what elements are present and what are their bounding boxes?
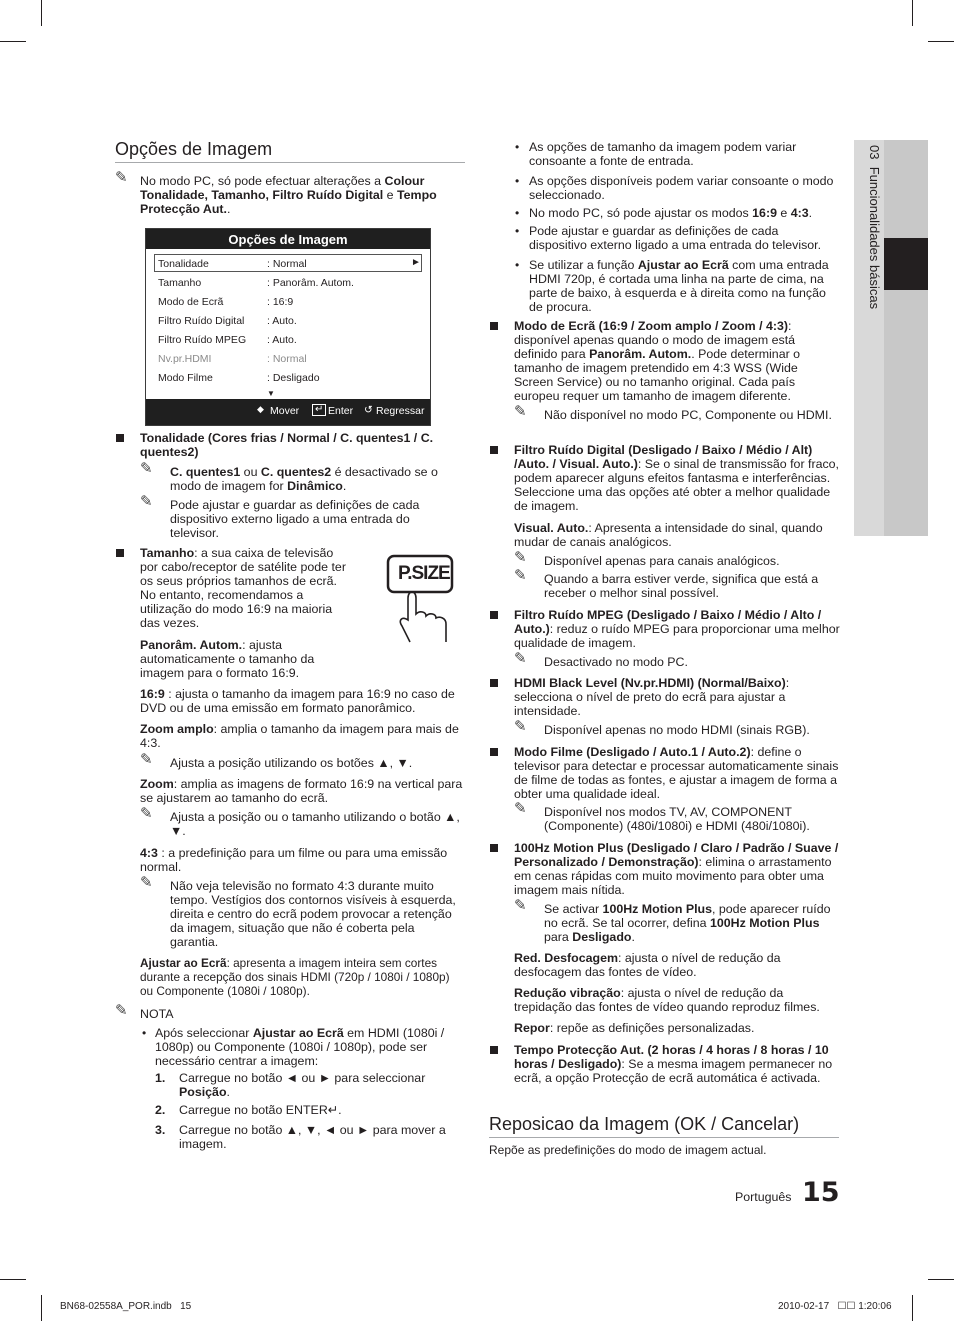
filtro-mpeg-note: Desactivado no modo PC.: [544, 655, 688, 669]
menu-row-value: : Auto.: [267, 315, 297, 327]
note-pen-icon: ✎: [514, 403, 527, 420]
chapter-tab-marker: [884, 238, 928, 290]
visual-auto-text: Visual. Auto.: Apresenta a intensidade do sinal, quando mudar de canais analógicos.: [514, 521, 823, 549]
zoom-amplo-text: Zoom amplo: amplia o tamanho da imagem para mais de 4:3.: [140, 722, 459, 750]
menu-row-label[interactable]: Filtro Ruído MPEG: [158, 334, 247, 346]
bullet-square: [490, 679, 498, 687]
step-number: 1.: [155, 1071, 166, 1085]
right-bullet-text: Pode ajustar e guardar as definições de cada dispositivo externo ligado a uma entrada do televisor.: [529, 224, 822, 252]
bullet-square: [116, 549, 124, 557]
menu-row-value: : Normal: [267, 353, 307, 365]
menu-footer: [146, 399, 430, 425]
crop-mark: [928, 1279, 954, 1280]
menu-row-label[interactable]: Nv.pr.HDMI: [158, 353, 212, 365]
note-pen-icon: ✎: [514, 549, 527, 566]
motion-plus-text: 100Hz Motion Plus (Desligado / Claro / Padrão / Suave / Personalizado / Demonstração): elimina o arrastamento em cenas rápidas com muito movimento para obter uma imagem mais nítida.: [514, 841, 839, 897]
right-bullet-text: As opções de tamanho da imagem podem variar consoante a fonte de entrada.: [529, 140, 797, 168]
step-text: Carregue no botão ENTER↵.: [179, 1103, 342, 1117]
tonalidade-heading: Tonalidade (Cores frias / Normal / C. quentes1 / C. quentes2): [140, 431, 434, 459]
crop-mark: [912, 0, 913, 26]
note-pen-icon: ✎: [140, 751, 153, 768]
motion-plus-note: Se activar 100Hz Motion Plus, pode aparecer ruído no ecrã. Se tal ocorrer, defina 100Hz Motion Plus para Desligado.: [544, 902, 831, 944]
bullet-dot: •: [515, 258, 520, 272]
crop-mark: [0, 1279, 26, 1280]
tonalidade-note-1: C. quentes1 ou C. quentes2 é desactivado se o modo de imagem for Dinâmico.: [170, 465, 438, 493]
intro-text: No modo PC, só pode efectuar alterações a Colour Tonalidade, Tamanho, Filtro Ruído Digital e Tempo Protecção Aut..: [140, 174, 437, 216]
psize-button-label: P.SIZE: [398, 563, 450, 584]
section-rule: [489, 1137, 839, 1138]
tonalidade-note-2: Pode ajustar e guardar as definições de cada dispositivo externo ligado a uma entrada do televisor.: [170, 498, 420, 540]
footer-file: BN68-02558A_POR.indb 15: [60, 1301, 192, 1312]
zoom-amplo-note: Ajusta a posição utilizando os botões ▲, ▼.: [170, 756, 413, 770]
menu-row-value: : Panorâm. Autom.: [267, 277, 354, 289]
hdmi-black-text: HDMI Black Level (Nv.pr.HDMI) (Normal/Baixo): selecciona o nível de preto do ecrã para ajustar a intensidade.: [514, 676, 790, 718]
note-pen-icon: ✎: [514, 718, 527, 735]
note-pen-icon: ✎: [115, 1002, 128, 1019]
menu-row-label[interactable]: Modo de Ecrã: [158, 296, 224, 308]
move-arrows-icon: ◆: [257, 404, 264, 414]
move-label: Mover: [270, 405, 300, 417]
footer-language: Português: [735, 1190, 792, 1204]
section-title: Opções de Imagem: [115, 139, 273, 159]
reposicao-title: Reposicao da Imagem (OK / Cancelar): [489, 1114, 800, 1134]
menu-row-label[interactable]: Filtro Ruído Digital: [158, 315, 245, 327]
return-label: Regressar: [376, 405, 425, 417]
right-bullet-text: Se utilizar a função Ajustar ao Ecrã com uma entrada HDMI 720p, é cortada uma linha na parte de cima, na parte de baixo, à esquerda e à direita como na função de procura.: [529, 258, 829, 314]
repor-text: Repor: repõe as definições personalizadas.: [514, 1021, 755, 1035]
note-pen-icon: ✎: [514, 650, 527, 667]
filtro-mpeg-text: Filtro Ruído MPEG (Desligado / Baixo / Médio / Alto / Auto.): reduz o ruído MPEG para proporcionar uma melhor qualidade de imagem.: [514, 608, 840, 650]
bullet-dot: •: [142, 1026, 147, 1040]
filtro-digital-note-1: Disponível apenas para canais analógicos.: [544, 554, 780, 568]
red-desfocagem-text: Red. Desfocagem: ajusta o nível de redução da desfocagem das fontes de vídeo.: [514, 951, 781, 979]
menu-row-value: : Auto.: [267, 334, 297, 346]
bullet-dot: •: [515, 140, 520, 154]
crop-mark: [41, 1295, 42, 1321]
modo-filme-text: Modo Filme (Desligado / Auto.1 / Auto.2): define o televisor para detectar e processar automaticamente sinais de filme de todas as fontes, e ajustar a imagem de forma a obter uma qualidade ideal.: [514, 745, 839, 801]
nota-bullet: Após seleccionar Ajustar ao Ecrã em HDMI (1080i / 1080p) ou Componente (1080i / 1080p), pode ser necessário centrar a imagem:: [155, 1026, 445, 1068]
note-pen-icon: ✎: [115, 169, 128, 186]
step-number: 2.: [155, 1103, 166, 1117]
arrow-right-icon: ►: [411, 257, 421, 268]
right-bullet-text: No modo PC, só pode ajustar os modos 16:9 e 4:3.: [529, 206, 813, 220]
zoom-note: Ajusta a posição ou o tamanho utilizando o botão ▲, ▼.: [170, 810, 460, 838]
zoom-text: Zoom: amplia as imagens de formato 16:9 na vertical para se ajustarem ao tamanho do ecrã.: [140, 777, 463, 805]
menu-row-label[interactable]: Tonalidade: [158, 258, 209, 270]
bullet-square: [490, 322, 498, 330]
section-rule: [115, 162, 465, 163]
return-icon: ↺: [364, 404, 373, 416]
filtro-digital-text: Filtro Ruído Digital (Desligado / Baixo / Médio / Alt) /Auto. / Visual. Auto.): Se o sinal de transmissão for fraco, podem aparecer alguns efeitos fantasma e interferências. Seleccione uma das opções até obter a melhor qualidade de imagem.: [514, 443, 840, 513]
bullet-square: [490, 844, 498, 852]
right-bullet-text: As opções disponíveis podem variar consoante o modo seleccionado.: [529, 174, 834, 202]
menu-row-label[interactable]: Tamanho: [158, 277, 202, 289]
chapter-tab-edge: [884, 140, 928, 536]
nota-label: NOTA: [140, 1007, 174, 1021]
note-pen-icon: ✎: [514, 800, 527, 817]
ajustar-ecra-text: Ajustar ao Ecrã: apresenta a imagem inteira sem cortes durante a recepção dos sinais HDMI (720p / 1080i / 1080p) ou Componente (1080i / 1080p).: [140, 956, 450, 998]
page-number: 15: [802, 1177, 840, 1208]
note-pen-icon: ✎: [140, 493, 153, 510]
crop-mark: [41, 0, 42, 26]
reposicao-text: Repõe as predefinições do modo de imagem actual.: [489, 1143, 767, 1157]
mode-43-text: 4:3 : a predefinição para um filme ou para uma emissão normal.: [140, 846, 448, 874]
crop-mark: [912, 1295, 913, 1321]
picture-options-menu: [145, 228, 431, 426]
note-pen-icon: ✎: [514, 897, 527, 914]
bullet-square: [490, 446, 498, 454]
mode-43-note: Não veja televisão no formato 4:3 durante muito tempo. Vestígios dos contornos visíveis à esquerda, direita e centro do ecrã podem provocar a retenção da imagem, situação que não é coberta pela garantia.: [170, 879, 456, 949]
arrow-down-icon: ▼: [267, 389, 275, 398]
psize-hand-illustration: [386, 554, 456, 646]
menu-row-value: : 16:9: [267, 296, 294, 308]
step-number: 3.: [155, 1123, 166, 1137]
note-pen-icon: ✎: [514, 567, 527, 584]
bullet-dot: •: [515, 174, 520, 188]
menu-row-label[interactable]: Modo Filme: [158, 372, 213, 384]
note-pen-icon: ✎: [140, 874, 153, 891]
chapter-label: 03 Funcionalidades básicas: [867, 145, 882, 310]
modo-ecra-text: Modo de Ecrã (16:9 / Zoom amplo / Zoom / 4:3): disponível apenas quando o modo de imagem está definido para Panorâm. Autom.. Pode determinar o tamanho de imagem pretendido em 4:3 WSS (Wide Screen Service) ou no tamanho original. Cada país europeu requer um tamanho de imagem diferente.: [514, 319, 801, 403]
enter-label: Enter: [328, 405, 354, 417]
reducao-vibracao-text: Redução vibração: ajusta o nível de redução da trepidação das fontes de vídeo quando reproduz filmes.: [514, 986, 820, 1014]
bullet-square: [116, 434, 124, 442]
note-pen-icon: ✎: [140, 805, 153, 822]
bullet-square: [490, 611, 498, 619]
bullet-square: [490, 1046, 498, 1054]
note-pen-icon: ✎: [140, 460, 153, 477]
tamanho-text: Tamanho: a sua caixa de televisão por cabo/receptor de satélite pode ter os seus próprios tamanhos de ecrã. No entanto, recomendamos a utilização do modo 16:9 na maioria das vezes.: [140, 546, 346, 630]
step-text: Carregue no botão ◄ ou ► para seleccionar Posição.: [179, 1071, 426, 1099]
tempo-protecao-text: Tempo Protecção Aut. (2 horas / 4 horas / 8 horas / 10 horas / Desligado): Se a mesma imagem permanecer no ecrã, a opção Protecção de ecrã automática é activada.: [514, 1043, 833, 1085]
crop-mark: [0, 41, 26, 42]
bullet-dot: •: [515, 206, 520, 220]
enter-icon: ↵: [312, 404, 326, 416]
filtro-digital-note-2: Quando a barra estiver verde, significa que está a receber o melhor sinal possível.: [544, 572, 819, 600]
menu-title: Opções de Imagem: [146, 229, 430, 249]
hdmi-black-note: Disponível apenas no modo HDMI (sinais RGB).: [544, 723, 810, 737]
menu-row-value: : Normal: [267, 258, 307, 270]
menu-row-value: : Desligado: [267, 372, 320, 384]
footer-date: 2010-02-17 ☐☐ 1:20:06: [778, 1301, 892, 1312]
mode-169-text: 16:9 : ajusta o tamanho da imagem para 16:9 no caso de DVD ou de uma emissão em formato panorâmico.: [140, 687, 455, 715]
step-text: Carregue no botão ▲, ▼, ◄ ou ► para mover a imagem.: [179, 1123, 446, 1151]
panoram-text: Panorâm. Autom.: ajusta automaticamente o tamanho da imagem para o formato 16:9.: [140, 638, 315, 680]
modo-filme-note: Disponível nos modos TV, AV, COMPONENT (Componente) (480i/1080i) e HDMI (480i/1080i).: [544, 805, 810, 833]
crop-mark: [928, 41, 954, 42]
modo-ecra-note: Não disponível no modo PC, Componente ou HDMI.: [544, 408, 832, 422]
bullet-square: [490, 748, 498, 756]
bullet-dot: •: [515, 224, 520, 238]
